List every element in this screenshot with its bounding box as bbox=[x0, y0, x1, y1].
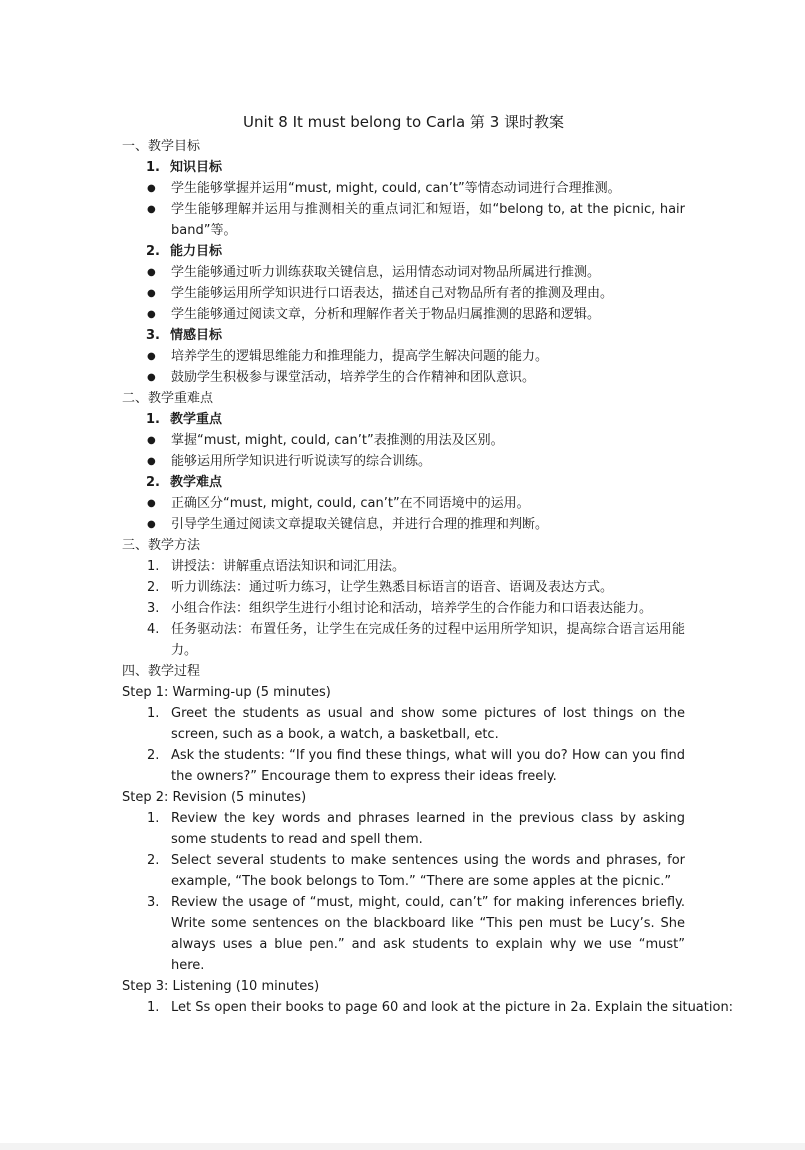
step-title-revision: Step 2: Revision (5 minutes) bbox=[122, 790, 307, 805]
document-title: Unit 8 It must belong to Carla 第 3 课时教案 bbox=[242, 113, 565, 131]
bullet-item bbox=[122, 367, 685, 388]
bullet-text: 鼓励学生积极参与课堂活动，培养学生的合作精神和团队意识。 bbox=[171, 370, 536, 385]
list-item bbox=[122, 577, 685, 598]
bullet-item bbox=[122, 514, 685, 535]
list-item bbox=[122, 892, 685, 976]
subheading-number: 2. bbox=[146, 475, 160, 490]
list-number: 3. bbox=[147, 601, 160, 616]
bullet-text: 正确区分“must, might, could, can’t”在不同语境中的运用。 bbox=[171, 496, 530, 511]
bullet-item bbox=[122, 199, 685, 241]
subheading-label: 教学难点 bbox=[170, 475, 223, 490]
list-text: 小组合作法：组织学生进行小组讨论和活动，培养学生的合作能力和口语表达能力。 bbox=[171, 601, 653, 616]
bullet-item bbox=[122, 346, 685, 367]
bullet-item bbox=[122, 493, 685, 514]
bullet-item bbox=[122, 451, 685, 472]
bullet-item bbox=[122, 178, 685, 199]
list-text: 任务驱动法：布置任务，让学生在完成任务的过程中运用所学知识，提高综合语言运用能力。 bbox=[171, 622, 685, 658]
bullet-item bbox=[122, 262, 685, 283]
lesson-plan-body bbox=[122, 110, 734, 1018]
list-number: 1. bbox=[147, 706, 160, 721]
bullet-icon: ● bbox=[147, 519, 156, 530]
bullet-text: 掌握“must, might, could, can’t”表推测的用法及区别。 bbox=[171, 433, 504, 448]
section-heading-methods: 三、教学方法 bbox=[122, 538, 201, 553]
subheading-label: 知识目标 bbox=[170, 160, 223, 175]
bullet-icon: ● bbox=[147, 183, 156, 194]
list-number: 1. bbox=[147, 559, 160, 574]
bullet-icon: ● bbox=[147, 372, 156, 383]
subheading-teaching-difficulty bbox=[122, 472, 685, 493]
bullet-text: 引导学生通过阅读文章提取关键信息，并进行合理的推理和判断。 bbox=[171, 517, 549, 532]
list-number: 3. bbox=[147, 895, 160, 910]
bullet-icon: ● bbox=[147, 498, 156, 509]
subheading-label: 能力目标 bbox=[170, 244, 223, 259]
subheading-ability-goals bbox=[122, 241, 685, 262]
list-item bbox=[122, 556, 685, 577]
list-number: 2. bbox=[147, 853, 160, 868]
bullet-item bbox=[122, 430, 685, 451]
bullet-text: 学生能够掌握并运用“must, might, could, can’t”等情态动词进行合理推测。 bbox=[171, 181, 621, 196]
subheading-number: 3. bbox=[146, 328, 160, 343]
list-item bbox=[122, 619, 685, 661]
bullet-item bbox=[122, 304, 685, 325]
list-number: 4. bbox=[147, 622, 160, 637]
bullet-icon: ● bbox=[147, 435, 156, 446]
list-text: 听力训练法：通过听力练习，让学生熟悉目标语言的语音、语调及表达方式。 bbox=[171, 580, 614, 595]
list-item bbox=[122, 997, 734, 1018]
bullet-text: 学生能够通过听力训练获取关键信息，运用情态动词对物品所属进行推测。 bbox=[171, 265, 601, 280]
list-item bbox=[122, 598, 685, 619]
bullet-text: 能够运用所学知识进行听说读写的综合训练。 bbox=[171, 454, 432, 469]
bullet-icon: ● bbox=[147, 288, 156, 299]
subheading-number: 1. bbox=[146, 160, 160, 175]
subheading-label: 教学重点 bbox=[170, 412, 223, 427]
subheading-number: 2. bbox=[146, 244, 160, 259]
bullet-text: 学生能够理解并运用与推测相关的重点词汇和短语，如“belong to, at the picnic, hair band”等。 bbox=[171, 202, 685, 238]
bullet-text: 学生能够运用所学知识进行口语表达，描述自己对物品所有者的推测及理由。 bbox=[171, 286, 614, 301]
bullet-icon: ● bbox=[147, 204, 156, 215]
list-text: Review the usage of “must, might, could, can’t” for making inferences briefly. Write some sentences on the blackboard like “This pen must be Lucy’s. She always uses a blue pen.” and ask students to explain why we use “must” here. bbox=[171, 895, 685, 973]
list-item bbox=[122, 703, 685, 745]
bullet-text: 培养学生的逻辑思维能力和推理能力，提高学生解决问题的能力。 bbox=[171, 349, 549, 364]
list-number: 2. bbox=[147, 748, 160, 763]
bullet-item bbox=[122, 283, 685, 304]
list-text: Ask the students: “If you find these things, what will you do? How can you find the owners?” Encourage them to express their ideas freely. bbox=[171, 748, 685, 784]
list-text: Select several students to make sentences using the words and phrases, for example, “The book belongs to Tom.” “There are some apples at the picnic.” bbox=[171, 853, 685, 889]
section-heading-key-points: 二、教学重难点 bbox=[122, 391, 214, 406]
list-text: Review the key words and phrases learned in the previous class by asking some students to read and spell them. bbox=[171, 811, 685, 847]
list-item bbox=[122, 745, 685, 787]
bullet-icon: ● bbox=[147, 456, 156, 467]
subheading-number: 1. bbox=[146, 412, 160, 427]
step-title-listening: Step 3: Listening (10 minutes) bbox=[122, 979, 320, 994]
subheading-emotional-goals bbox=[122, 325, 685, 346]
list-item bbox=[122, 808, 685, 850]
list-item bbox=[122, 850, 685, 892]
bullet-text: 学生能够通过阅读文章，分析和理解作者关于物品归属推测的思路和逻辑。 bbox=[171, 307, 601, 322]
list-number: 1. bbox=[147, 1000, 160, 1015]
list-number: 2. bbox=[147, 580, 160, 595]
subheading-label: 情感目标 bbox=[170, 328, 223, 343]
subheading-teaching-focus bbox=[122, 409, 685, 430]
list-text: 讲授法：讲解重点语法知识和词汇用法。 bbox=[171, 559, 406, 574]
section-heading-procedure: 四、教学过程 bbox=[122, 664, 201, 679]
section-heading-objectives: 一、教学目标 bbox=[122, 139, 201, 154]
bullet-icon: ● bbox=[147, 351, 156, 362]
bullet-icon: ● bbox=[147, 267, 156, 278]
list-text: Greet the students as usual and show some pictures of lost things on the screen, such as a book, a watch, a basketball, etc. bbox=[171, 706, 685, 742]
step-title-warming-up: Step 1: Warming-up (5 minutes) bbox=[122, 685, 331, 700]
list-text: Let Ss open their books to page 60 and look at the picture in 2a. Explain the situation: bbox=[171, 1000, 734, 1015]
bullet-icon: ● bbox=[147, 309, 156, 320]
list-number: 1. bbox=[147, 811, 160, 826]
subheading-knowledge-goals bbox=[122, 157, 685, 178]
